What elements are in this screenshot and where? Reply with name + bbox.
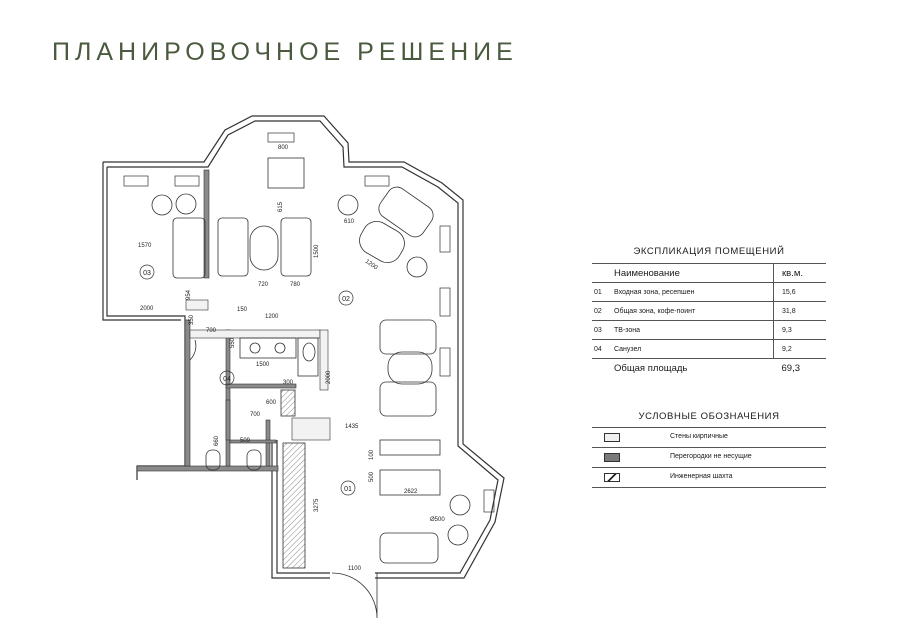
dim-label: 2000 [140,306,154,312]
total-row [592,359,826,378]
explication-table [592,263,826,377]
partition-swatch [604,453,620,462]
room-number-04: 04 [223,376,231,383]
dim-label: 1570 [138,243,152,249]
page-title: ПЛАНИРОВОЧНОЕ РЕШЕНИЕ [52,38,518,66]
explication-panel [592,246,826,377]
dim-label: 780 [290,282,301,288]
dim-label: 660 [214,435,220,446]
dim-label: 610 [344,219,355,225]
total-value: 69,3 [781,362,800,374]
dim-label: 3275 [314,498,320,512]
col-name: Наименование [612,264,774,283]
table-row: 03 ТВ-зона 9,3 [592,321,826,340]
dim-label: 600 [266,400,277,406]
table-row: 02 Общая зона, кофе-поинт 31,8 [592,302,826,321]
total-label: Общая площадь [614,362,688,374]
dim-label: 500 [369,471,375,482]
room-number-01: 01 [344,486,352,493]
dim-label: 550 [230,337,236,348]
dim-label: 954 [186,289,192,300]
dim-label: 1200 [363,258,379,272]
brick-walls [186,300,330,440]
dim-label: 509 [240,438,251,444]
dim-label: 700 [206,328,217,334]
symbol-row: Перегородки не несущие [592,447,826,467]
col-area: кв.м. [774,264,827,283]
dim-label: 1500 [314,244,320,258]
shaft-swatch [604,473,620,482]
table-header [592,264,826,283]
dim-label: 1500 [256,362,270,368]
dim-label: 300 [283,380,294,386]
explication-heading: ЭКСПЛИКАЦИЯ ПОМЕЩЕНИЙ [633,246,785,257]
symbols-heading: УСЛОВНЫЕ ОБОЗНАЧЕНИЯ [638,411,780,422]
dim-label: Ø500 [430,517,445,523]
dim-label: 350 [189,314,195,325]
dim-label: 1100 [348,566,361,572]
dim-label: 2000 [326,370,332,384]
symbol-row: Стены кирпичные [592,427,826,447]
dim-label: 150 [237,307,248,313]
dim-label: 700 [250,412,261,418]
dim-label: 720 [258,282,269,288]
table-row: 04 Санузел 9,2 [592,340,826,359]
room-number-03: 03 [143,270,151,277]
dim-label: 800 [278,145,289,151]
dim-label: 615 [278,201,284,212]
room-number-02: 02 [342,296,350,303]
symbol-row: Инженерная шахта [592,467,826,488]
dim-label: 1200 [265,314,279,320]
dim-label: 100 [369,449,375,460]
dim-label: 1435 [345,424,359,430]
dim-label: 2622 [404,489,418,495]
symbols-panel [592,411,826,488]
table-row: 01 Входная зона, ресепшен 15,6 [592,283,826,302]
furniture [152,158,470,618]
brick-wall-swatch [604,433,620,442]
